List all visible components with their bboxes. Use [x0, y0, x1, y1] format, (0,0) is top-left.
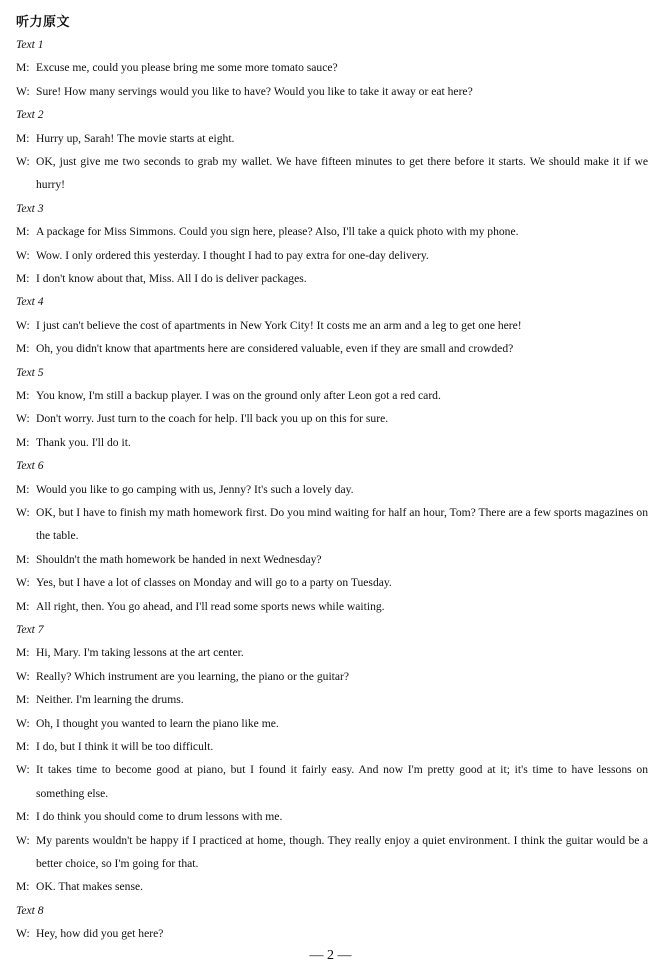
text-heading: Text 5 — [16, 365, 44, 379]
speaker-label: M: — [16, 389, 30, 402]
dialogue-text: My parents wouldn't be happy if I practiced at home, though. They really enjoy a quiet environment. I think the guitar would be a better choice, so I'm going for that. — [36, 833, 648, 870]
dialogue-line — [16, 244, 648, 267]
speaker-label: M: — [16, 131, 30, 145]
dialogue-text: Hurry up, Sarah! The movie starts at eight. — [36, 131, 235, 145]
dialogue-line — [16, 56, 648, 79]
dialogue-text: Shouldn't the math homework be handed in next Wednesday? — [36, 552, 322, 566]
speaker-label: W: — [16, 716, 30, 730]
dialogue-text: I don't know about that, Miss. All I do is deliver packages. — [36, 272, 307, 285]
text-heading: Text 1 — [16, 38, 44, 51]
page-title: 听力原文 — [16, 15, 71, 30]
speaker-label: W: — [16, 669, 30, 683]
dialogue-line — [16, 501, 648, 548]
text-heading: Text 8 — [16, 903, 44, 917]
dialogue-line — [16, 805, 648, 828]
dialogue-text: Oh, I thought you wanted to learn the piano like me. — [36, 716, 279, 730]
dialogue-text: OK, just give me two seconds to grab my wallet. We have fifteen minutes to get there before it starts. We should make it if we hurry! — [36, 155, 648, 192]
dialogue-text: OK, but I have to finish my math homework first. Do you mind waiting for half an hour, Tom? There are a few sports magazines on the table. — [36, 506, 648, 543]
dialogue-line — [16, 758, 648, 805]
page-number: — 2 — — [309, 948, 352, 963]
dialogue-text: Wow. I only ordered this yesterday. I thought I had to pay extra for one-day delivery. — [36, 248, 429, 262]
dialogue-line — [16, 384, 648, 407]
speaker-label: M: — [16, 810, 30, 824]
dialogue-text: I just can't believe the cost of apartments in New York City! It costs me an arm and a leg to get one here! — [36, 318, 522, 332]
dialogue-line — [16, 80, 648, 103]
speaker-label: M: — [16, 880, 30, 894]
dialogue-line — [16, 127, 648, 150]
dialogue-line — [16, 641, 648, 664]
dialogue-text: A package for Miss Simmons. Could you sign here, please? Also, I'll take a quick photo with my phone. — [36, 225, 519, 239]
dialogue-line — [16, 829, 648, 876]
dialogue-text: Neither. I'm learning the drums. — [36, 693, 184, 707]
dialogue-line — [16, 595, 648, 618]
dialogue-text: It takes time to become good at piano, but I found it fairly easy. And now I'm pretty good at it; it's time to have lessons on something else. — [36, 763, 648, 800]
text-heading: Text 3 — [16, 201, 44, 215]
speaker-label: W: — [16, 576, 30, 590]
dialogue-line — [16, 337, 648, 360]
speaker-label: M: — [16, 225, 30, 239]
speaker-label: M: — [16, 740, 30, 753]
dialogue-text: Hey, how did you get here? — [36, 927, 164, 941]
dialogue-line — [16, 407, 648, 430]
dialogue-line — [16, 875, 648, 898]
dialogue-text: All right, then. You go ahead, and I'll read some sports news while waiting. — [36, 599, 385, 613]
dialogue-line — [16, 267, 648, 290]
speaker-label: W: — [16, 833, 30, 847]
dialogue-line — [16, 665, 648, 688]
speaker-label: M: — [16, 693, 30, 707]
speaker-label: W: — [16, 318, 30, 332]
dialogue-text: Don't worry. Just turn to the coach for help. I'll back you up on this for sure. — [36, 412, 389, 426]
text-heading: Text 2 — [16, 108, 44, 122]
dialogue-text: Sure! How many servings would you like to have? Would you like to take it away or eat here? — [36, 84, 473, 98]
dialogue-line — [16, 688, 648, 711]
speaker-label: W: — [16, 412, 30, 426]
dialogue-text: Would you like to go camping with us, Jenny? It's such a lovely day. — [36, 482, 354, 496]
text-heading: Text 7 — [16, 623, 44, 636]
dialogue-text: Hi, Mary. I'm taking lessons at the art center. — [36, 646, 244, 660]
dialogue-line — [16, 712, 648, 735]
dialogue-line — [16, 571, 648, 594]
text-heading: Text 4 — [16, 295, 44, 309]
dialogue-text: Excuse me, could you please bring me some more tomato sauce? — [36, 61, 338, 75]
text-heading: Text 6 — [16, 459, 44, 473]
speaker-label: M: — [16, 599, 30, 613]
speaker-label: M: — [16, 61, 30, 75]
dialogue-line — [16, 150, 648, 197]
dialogue-text: OK. That makes sense. — [36, 880, 144, 894]
dialogue-line — [16, 431, 648, 454]
dialogue-text: Really? Which instrument are you learning, the piano or the guitar? — [36, 669, 350, 683]
dialogue-line — [16, 478, 648, 501]
speaker-label: W: — [16, 506, 30, 519]
speaker-label: W: — [16, 84, 30, 98]
dialogue-line — [16, 548, 648, 571]
speaker-label: M: — [16, 482, 30, 496]
speaker-label: M: — [16, 342, 30, 356]
speaker-label: M: — [16, 552, 30, 566]
dialogue-line — [16, 735, 648, 758]
speaker-label: M: — [16, 646, 30, 660]
dialogue-text: You know, I'm still a backup player. I was on the ground only after Leon got a red card. — [36, 389, 441, 402]
speaker-label: W: — [16, 248, 30, 262]
dialogue-text: Oh, you didn't know that apartments here are considered valuable, even if they are small and crowded? — [36, 342, 514, 356]
dialogue-line — [16, 314, 648, 337]
speaker-label: W: — [16, 763, 30, 777]
dialogue-text: I do think you should come to drum lessons with me. — [36, 810, 283, 824]
dialogue-line — [16, 220, 648, 243]
dialogue-line — [16, 922, 648, 945]
dialogue-text: Yes, but I have a lot of classes on Monday and will go to a party on Tuesday. — [36, 576, 392, 590]
speaker-label: W: — [16, 927, 30, 941]
dialogue-text: I do, but I think it will be too difficult. — [36, 740, 214, 753]
speaker-label: W: — [16, 155, 30, 168]
speaker-label: M: — [16, 435, 30, 449]
speaker-label: M: — [16, 272, 30, 285]
dialogue-text: Thank you. I'll do it. — [36, 435, 131, 449]
